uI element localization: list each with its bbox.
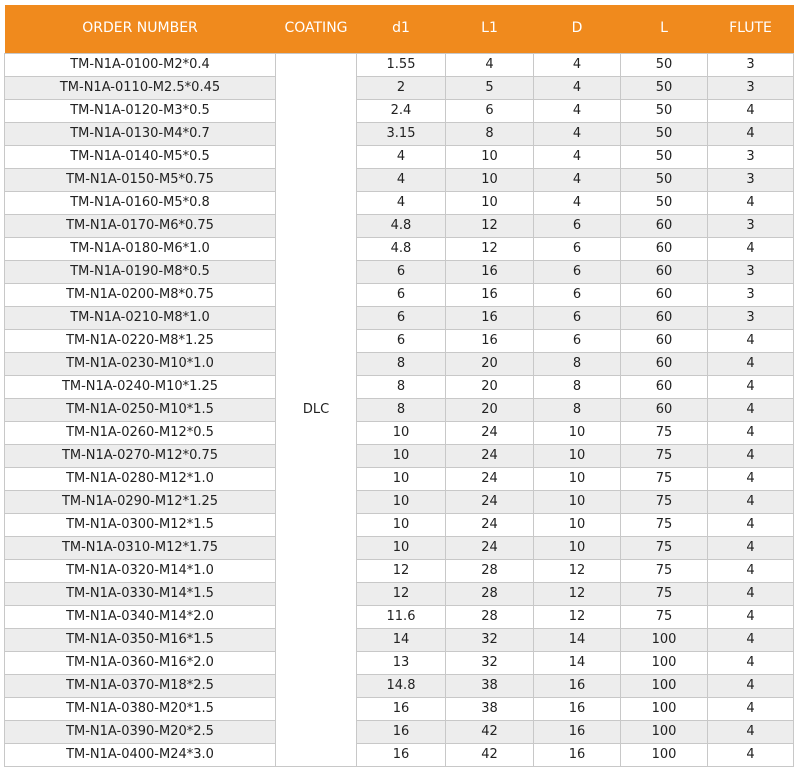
cell-l1: 24 <box>446 468 534 491</box>
cell-l: 60 <box>621 353 708 376</box>
cell-l1: 32 <box>446 629 534 652</box>
cell-l1: 12 <box>446 215 534 238</box>
cell-l1: 24 <box>446 537 534 560</box>
cell-d1: 12 <box>357 583 446 606</box>
cell-l: 60 <box>621 284 708 307</box>
cell-d1: 16 <box>357 698 446 721</box>
table-row <box>5 284 794 307</box>
cell-d: 10 <box>534 422 621 445</box>
cell-order-number: TM-N1A-0150-M5*0.75 <box>5 169 276 192</box>
cell-flute: 4 <box>708 606 794 629</box>
cell-d1: 10 <box>357 422 446 445</box>
cell-coating: DLC <box>276 54 357 767</box>
cell-d1: 14.8 <box>357 675 446 698</box>
cell-l1: 28 <box>446 606 534 629</box>
cell-d: 10 <box>534 537 621 560</box>
cell-l: 60 <box>621 307 708 330</box>
cell-d1: 6 <box>357 330 446 353</box>
cell-d: 8 <box>534 353 621 376</box>
cell-l1: 16 <box>446 261 534 284</box>
cell-order-number: TM-N1A-0270-M12*0.75 <box>5 445 276 468</box>
cell-l1: 38 <box>446 698 534 721</box>
table-row <box>5 169 794 192</box>
table-row <box>5 652 794 675</box>
cell-d1: 2 <box>357 77 446 100</box>
cell-order-number: TM-N1A-0260-M12*0.5 <box>5 422 276 445</box>
cell-d1: 4.8 <box>357 215 446 238</box>
table-row <box>5 422 794 445</box>
cell-l: 60 <box>621 376 708 399</box>
table-row <box>5 77 794 100</box>
cell-d1: 2.4 <box>357 100 446 123</box>
cell-l1: 42 <box>446 721 534 744</box>
cell-d: 12 <box>534 583 621 606</box>
cell-order-number: TM-N1A-0390-M20*2.5 <box>5 721 276 744</box>
table-row <box>5 376 794 399</box>
cell-d1: 4 <box>357 192 446 215</box>
cell-order-number: TM-N1A-0320-M14*1.0 <box>5 560 276 583</box>
cell-l: 100 <box>621 698 708 721</box>
header-d1: d1 <box>357 5 446 54</box>
cell-order-number: TM-N1A-0400-M24*3.0 <box>5 744 276 767</box>
header-l1: L1 <box>446 5 534 54</box>
cell-flute: 3 <box>708 77 794 100</box>
table-row <box>5 192 794 215</box>
cell-l: 75 <box>621 606 708 629</box>
cell-d1: 10 <box>357 445 446 468</box>
table-row <box>5 330 794 353</box>
cell-l: 50 <box>621 192 708 215</box>
cell-l: 50 <box>621 100 708 123</box>
cell-flute: 4 <box>708 721 794 744</box>
table-row <box>5 261 794 284</box>
table-row <box>5 146 794 169</box>
cell-d: 6 <box>534 284 621 307</box>
table-row <box>5 491 794 514</box>
cell-flute: 4 <box>708 560 794 583</box>
cell-flute: 4 <box>708 744 794 767</box>
cell-flute: 4 <box>708 376 794 399</box>
table-row <box>5 123 794 146</box>
cell-order-number: TM-N1A-0140-M5*0.5 <box>5 146 276 169</box>
cell-l1: 16 <box>446 330 534 353</box>
cell-l1: 20 <box>446 376 534 399</box>
cell-l1: 20 <box>446 399 534 422</box>
cell-flute: 3 <box>708 284 794 307</box>
cell-l1: 24 <box>446 514 534 537</box>
cell-l: 75 <box>621 537 708 560</box>
cell-flute: 4 <box>708 192 794 215</box>
cell-flute: 4 <box>708 445 794 468</box>
cell-d1: 10 <box>357 491 446 514</box>
cell-d1: 10 <box>357 468 446 491</box>
cell-order-number: TM-N1A-0170-M6*0.75 <box>5 215 276 238</box>
cell-d: 14 <box>534 652 621 675</box>
cell-d: 4 <box>534 123 621 146</box>
table-row <box>5 445 794 468</box>
cell-flute: 4 <box>708 514 794 537</box>
cell-flute: 4 <box>708 491 794 514</box>
cell-order-number: TM-N1A-0380-M20*1.5 <box>5 698 276 721</box>
cell-d: 6 <box>534 238 621 261</box>
cell-d: 6 <box>534 330 621 353</box>
cell-flute: 4 <box>708 583 794 606</box>
cell-l1: 10 <box>446 192 534 215</box>
cell-d1: 6 <box>357 261 446 284</box>
cell-d: 4 <box>534 77 621 100</box>
cell-d1: 4.8 <box>357 238 446 261</box>
cell-order-number: TM-N1A-0100-M2*0.4 <box>5 54 276 77</box>
cell-l: 75 <box>621 583 708 606</box>
cell-order-number: TM-N1A-0110-M2.5*0.45 <box>5 77 276 100</box>
table-row <box>5 54 794 77</box>
cell-l: 60 <box>621 399 708 422</box>
cell-flute: 4 <box>708 353 794 376</box>
cell-order-number: TM-N1A-0250-M10*1.5 <box>5 399 276 422</box>
cell-l: 60 <box>621 215 708 238</box>
header-l: L <box>621 5 708 54</box>
table-row <box>5 399 794 422</box>
cell-order-number: TM-N1A-0190-M8*0.5 <box>5 261 276 284</box>
cell-d: 12 <box>534 560 621 583</box>
cell-l: 100 <box>621 675 708 698</box>
cell-flute: 4 <box>708 100 794 123</box>
cell-l1: 38 <box>446 675 534 698</box>
table-row <box>5 744 794 767</box>
table-row <box>5 583 794 606</box>
table-row <box>5 537 794 560</box>
cell-l: 50 <box>621 54 708 77</box>
cell-l1: 12 <box>446 238 534 261</box>
cell-d1: 13 <box>357 652 446 675</box>
cell-d1: 10 <box>357 537 446 560</box>
cell-l1: 10 <box>446 146 534 169</box>
cell-order-number: TM-N1A-0340-M14*2.0 <box>5 606 276 629</box>
cell-l: 75 <box>621 468 708 491</box>
table-row <box>5 560 794 583</box>
cell-l1: 24 <box>446 422 534 445</box>
cell-d1: 8 <box>357 376 446 399</box>
cell-d1: 11.6 <box>357 606 446 629</box>
cell-order-number: TM-N1A-0240-M10*1.25 <box>5 376 276 399</box>
cell-d1: 12 <box>357 560 446 583</box>
table-row <box>5 215 794 238</box>
table-row <box>5 238 794 261</box>
table-row <box>5 721 794 744</box>
cell-d: 6 <box>534 261 621 284</box>
cell-l1: 28 <box>446 560 534 583</box>
cell-l: 75 <box>621 445 708 468</box>
cell-order-number: TM-N1A-0310-M12*1.75 <box>5 537 276 560</box>
cell-d1: 3.15 <box>357 123 446 146</box>
cell-d: 4 <box>534 192 621 215</box>
cell-l: 50 <box>621 123 708 146</box>
header-d: D <box>534 5 621 54</box>
cell-l: 60 <box>621 261 708 284</box>
cell-l1: 24 <box>446 445 534 468</box>
cell-d1: 6 <box>357 284 446 307</box>
cell-l1: 16 <box>446 307 534 330</box>
cell-l1: 20 <box>446 353 534 376</box>
cell-d1: 4 <box>357 169 446 192</box>
cell-d: 14 <box>534 629 621 652</box>
cell-l: 50 <box>621 77 708 100</box>
header-order-number: ORDER NUMBER <box>5 5 276 54</box>
cell-order-number: TM-N1A-0160-M5*0.8 <box>5 192 276 215</box>
cell-l: 60 <box>621 238 708 261</box>
cell-d: 6 <box>534 215 621 238</box>
cell-l: 100 <box>621 652 708 675</box>
cell-l: 100 <box>621 629 708 652</box>
cell-flute: 3 <box>708 146 794 169</box>
cell-d: 8 <box>534 399 621 422</box>
table-row <box>5 353 794 376</box>
cell-d: 16 <box>534 744 621 767</box>
cell-order-number: TM-N1A-0120-M3*0.5 <box>5 100 276 123</box>
cell-l: 75 <box>621 422 708 445</box>
cell-order-number: TM-N1A-0210-M8*1.0 <box>5 307 276 330</box>
cell-d: 4 <box>534 54 621 77</box>
cell-flute: 3 <box>708 215 794 238</box>
cell-d: 16 <box>534 698 621 721</box>
cell-order-number: TM-N1A-0330-M14*1.5 <box>5 583 276 606</box>
cell-d1: 8 <box>357 353 446 376</box>
cell-order-number: TM-N1A-0370-M18*2.5 <box>5 675 276 698</box>
table-header-row <box>5 5 794 54</box>
cell-flute: 3 <box>708 54 794 77</box>
cell-d: 10 <box>534 468 621 491</box>
cell-l1: 4 <box>446 54 534 77</box>
cell-flute: 3 <box>708 261 794 284</box>
cell-l1: 32 <box>446 652 534 675</box>
cell-d1: 16 <box>357 721 446 744</box>
cell-d: 16 <box>534 721 621 744</box>
cell-order-number: TM-N1A-0360-M16*2.0 <box>5 652 276 675</box>
table-row <box>5 629 794 652</box>
cell-l1: 24 <box>446 491 534 514</box>
cell-d1: 6 <box>357 307 446 330</box>
cell-l1: 42 <box>446 744 534 767</box>
cell-l1: 5 <box>446 77 534 100</box>
cell-l: 75 <box>621 491 708 514</box>
cell-order-number: TM-N1A-0130-M4*0.7 <box>5 123 276 146</box>
cell-flute: 4 <box>708 422 794 445</box>
cell-d: 4 <box>534 146 621 169</box>
header-flute: FLUTE <box>708 5 794 54</box>
cell-d1: 10 <box>357 514 446 537</box>
tap-spec-table <box>4 5 794 767</box>
cell-order-number: TM-N1A-0290-M12*1.25 <box>5 491 276 514</box>
cell-flute: 4 <box>708 652 794 675</box>
cell-d1: 1.55 <box>357 54 446 77</box>
table-row <box>5 698 794 721</box>
cell-l: 100 <box>621 744 708 767</box>
table-row <box>5 468 794 491</box>
cell-d: 10 <box>534 491 621 514</box>
cell-flute: 4 <box>708 698 794 721</box>
table-row <box>5 307 794 330</box>
cell-d: 4 <box>534 100 621 123</box>
cell-order-number: TM-N1A-0230-M10*1.0 <box>5 353 276 376</box>
cell-flute: 4 <box>708 238 794 261</box>
header-coating: COATING <box>276 5 357 54</box>
cell-l1: 8 <box>446 123 534 146</box>
table-row <box>5 100 794 123</box>
cell-l: 100 <box>621 721 708 744</box>
cell-flute: 3 <box>708 169 794 192</box>
cell-l: 75 <box>621 560 708 583</box>
cell-flute: 4 <box>708 629 794 652</box>
cell-flute: 3 <box>708 307 794 330</box>
cell-l: 50 <box>621 169 708 192</box>
cell-flute: 4 <box>708 537 794 560</box>
cell-d: 16 <box>534 675 621 698</box>
cell-d1: 4 <box>357 146 446 169</box>
cell-order-number: TM-N1A-0220-M8*1.25 <box>5 330 276 353</box>
cell-flute: 4 <box>708 330 794 353</box>
cell-flute: 4 <box>708 468 794 491</box>
cell-d: 12 <box>534 606 621 629</box>
table-row <box>5 514 794 537</box>
table-row <box>5 675 794 698</box>
cell-order-number: TM-N1A-0350-M16*1.5 <box>5 629 276 652</box>
cell-l1: 10 <box>446 169 534 192</box>
cell-flute: 4 <box>708 123 794 146</box>
cell-d: 6 <box>534 307 621 330</box>
cell-l1: 16 <box>446 284 534 307</box>
cell-order-number: TM-N1A-0280-M12*1.0 <box>5 468 276 491</box>
cell-l1: 28 <box>446 583 534 606</box>
cell-order-number: TM-N1A-0200-M8*0.75 <box>5 284 276 307</box>
cell-l: 75 <box>621 514 708 537</box>
cell-order-number: TM-N1A-0180-M6*1.0 <box>5 238 276 261</box>
cell-order-number: TM-N1A-0300-M12*1.5 <box>5 514 276 537</box>
cell-d1: 8 <box>357 399 446 422</box>
cell-d1: 14 <box>357 629 446 652</box>
cell-d: 4 <box>534 169 621 192</box>
table-row <box>5 606 794 629</box>
cell-d: 10 <box>534 514 621 537</box>
cell-d: 8 <box>534 376 621 399</box>
cell-l: 60 <box>621 330 708 353</box>
cell-d: 10 <box>534 445 621 468</box>
cell-l1: 6 <box>446 100 534 123</box>
cell-flute: 4 <box>708 675 794 698</box>
cell-flute: 4 <box>708 399 794 422</box>
cell-l: 50 <box>621 146 708 169</box>
cell-d1: 16 <box>357 744 446 767</box>
